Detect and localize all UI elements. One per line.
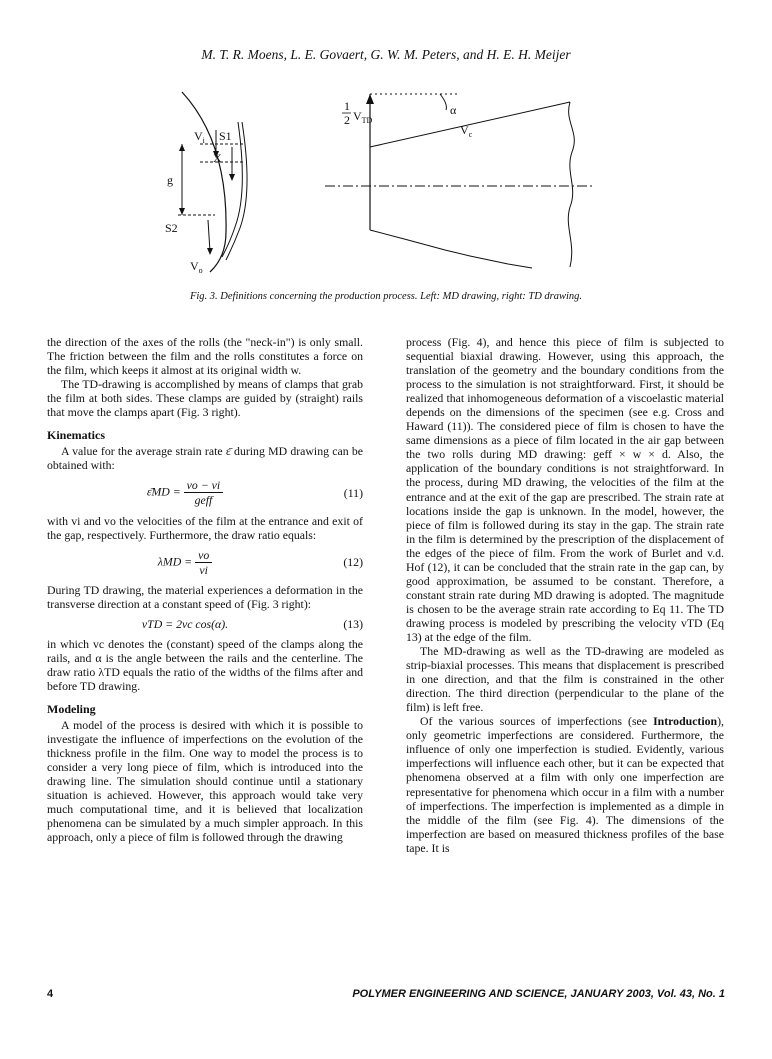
md-labels [165, 129, 232, 275]
label-s1: S1 [219, 129, 232, 143]
paragraph: The TD-drawing is accomplished by means of clamps that grab the film at both sides. These clamps are guided by (straight) rails that move the clamps apart (Fig. 3 right). [47, 377, 363, 420]
eq11-num: vo − vi [184, 478, 224, 493]
md-drawing [178, 92, 247, 272]
label-vo: $V_o$ [190, 259, 203, 275]
paragraph: process (Fig. 4), and hence this piece of film is subjected to sequential biaxial drawing. However, using this approach, the translation of the geometry and the boundary conditions from the process to the simulation is not straightforward. First, it should be realized that inhomogeneous deformation of a viscoelastic material depends on the dimensions of the specimen (see e.g. Cross and Haward (11)). The considered piece of film is chosen to have the same dimensions as a piece of film located in the air gap between the two rolls during MD drawing: geff × w × d. Also, the application of the boundary conditions is not straightforward. In the process, during MD drawing, the velocities of the film at the entrance and at the exit of the gap are prescribed. The strain rate at locations inside the gap is unknown. In the model, however, the piece of film is followed during its stay in the gap. The strain rate in the film is determined by the prescription of the displacement of the edges of the piece of film. From the work of Burlet and v.d. Hof (12), it can be concluded that the strain rate in the gap can, by good approximation, be assumed to be constant. Therefore, a constant strain rate during MD drawing is adopted. The magnitude is chosen to be the average strain rate according to Eq 11. The TD drawing process is modeled by prescribing the velocity vTD (Eq 13) at the edge of the film. [406, 335, 724, 644]
label-g: g [167, 173, 173, 187]
label-vi: $V_i$ [194, 129, 205, 145]
left-column [47, 335, 363, 845]
label-vtd: $V_{TD}$ [353, 109, 373, 125]
paragraph [406, 714, 724, 854]
label-x: X [213, 151, 222, 165]
label-half-den: 2 [344, 113, 350, 127]
label-vc: $V_c$ [460, 123, 473, 139]
equation-number: (11) [343, 485, 363, 500]
paragraph: A model of the process is desired with which it is possible to investigate the influence of imperfections on the evolution of the thickness profile in the film. One way to model the process is to consider a very long piece of film, which is introduced into the drawing line. The simulation should continue until a stationary situation is achieved. However, this approach would take very much computational time, and it is believed that localization phenomena can be simulated by a much simpler approach. In this approach, only a piece of film is followed through the drawing [47, 718, 363, 845]
figure-caption: Fig. 3. Definitions concerning the production process. Left: MD drawing, right: TD drawing. [189, 291, 583, 302]
td-labels [342, 99, 473, 139]
text-run: ), only geometric imperfections are considered. Furthermore, the influence of only one imperfection is studied. Evidently, various imperfections will influence each other, but it can be expected that phenomena observed at a film with only one imperfection are representative for phenomena which occur in a film with a number of imperfections. The imperfection is implemented as a dimple in the middle of the film (see Fig. 4). The dimensions of the imperfection are based on measured thickness profiles of the base tape. It is [406, 714, 724, 855]
journal-footer: POLYMER ENGINEERING AND SCIENCE, JANUARY 2003, Vol. 43, No. 1 [352, 988, 725, 1000]
eq11-den: geff [194, 493, 213, 508]
equation-number: (12) [343, 555, 363, 570]
md-arrowheads [179, 144, 235, 255]
paragraph: with vi and vo the velocities of the film at the entrance and exit of the gap, respectively. Furthermore, the draw ratio equals: [47, 513, 363, 542]
label-s2: S2 [165, 221, 178, 235]
paragraph: During TD drawing, the material experiences a deformation in the transverse direction at a constant speed of (Fig. 3 right): [47, 582, 363, 611]
section-heading-modeling: Modeling [47, 702, 96, 717]
eq12-den: vi [199, 562, 208, 577]
running-header: M. T. R. Moens, L. E. Govaert, G. W. M. Peters, and H. E. H. Meijer [201, 47, 571, 62]
eq13-body: vTD = 2vc cos(α). [141, 616, 229, 631]
section-heading-kinematics: Kinematics [47, 428, 105, 443]
equation-11 [47, 478, 363, 507]
page-number: 4 [47, 988, 54, 1000]
equation-number: (13) [343, 616, 363, 631]
paragraph: in which vc denotes the (constant) speed of the clamps along the rails, and α is the angle between the rails and the centerline. The draw ratio λTD equals the ratio of the widths of the films after and before TD drawing. [47, 636, 363, 693]
td-arrowheads [366, 94, 374, 104]
paragraph: the direction of the axes of the rolls (the "neck-in") is only small. The friction between the film and the rolls constitutes a force on the film, which keeps it almost at its original width w. [47, 335, 363, 378]
eq11-lhs: ε̄MD = [146, 484, 181, 499]
figure-3 [140, 82, 620, 287]
equation-12 [47, 548, 363, 577]
text-run: Of the various sources of imperfections (see [420, 714, 654, 729]
paragraph: The MD-drawing as well as the TD-drawing are modeled as strip-biaxial processes. This means that displacement is prescribed in one direction, and that the film is constrained in the other direction. The third direction (perpendicular to the plane of the film) is left free. [406, 644, 724, 715]
eq12-num: vo [195, 548, 212, 563]
label-half-num: 1 [344, 99, 350, 113]
label-alpha: α [450, 103, 457, 117]
eq12-lhs: λMD = [157, 553, 193, 568]
equation-13 [47, 617, 363, 631]
right-column [406, 335, 724, 855]
section-reference-link[interactable]: Introduction [653, 714, 718, 729]
paragraph: A value for the average strain rate ε̄ during MD drawing can be obtained with: [47, 444, 363, 473]
